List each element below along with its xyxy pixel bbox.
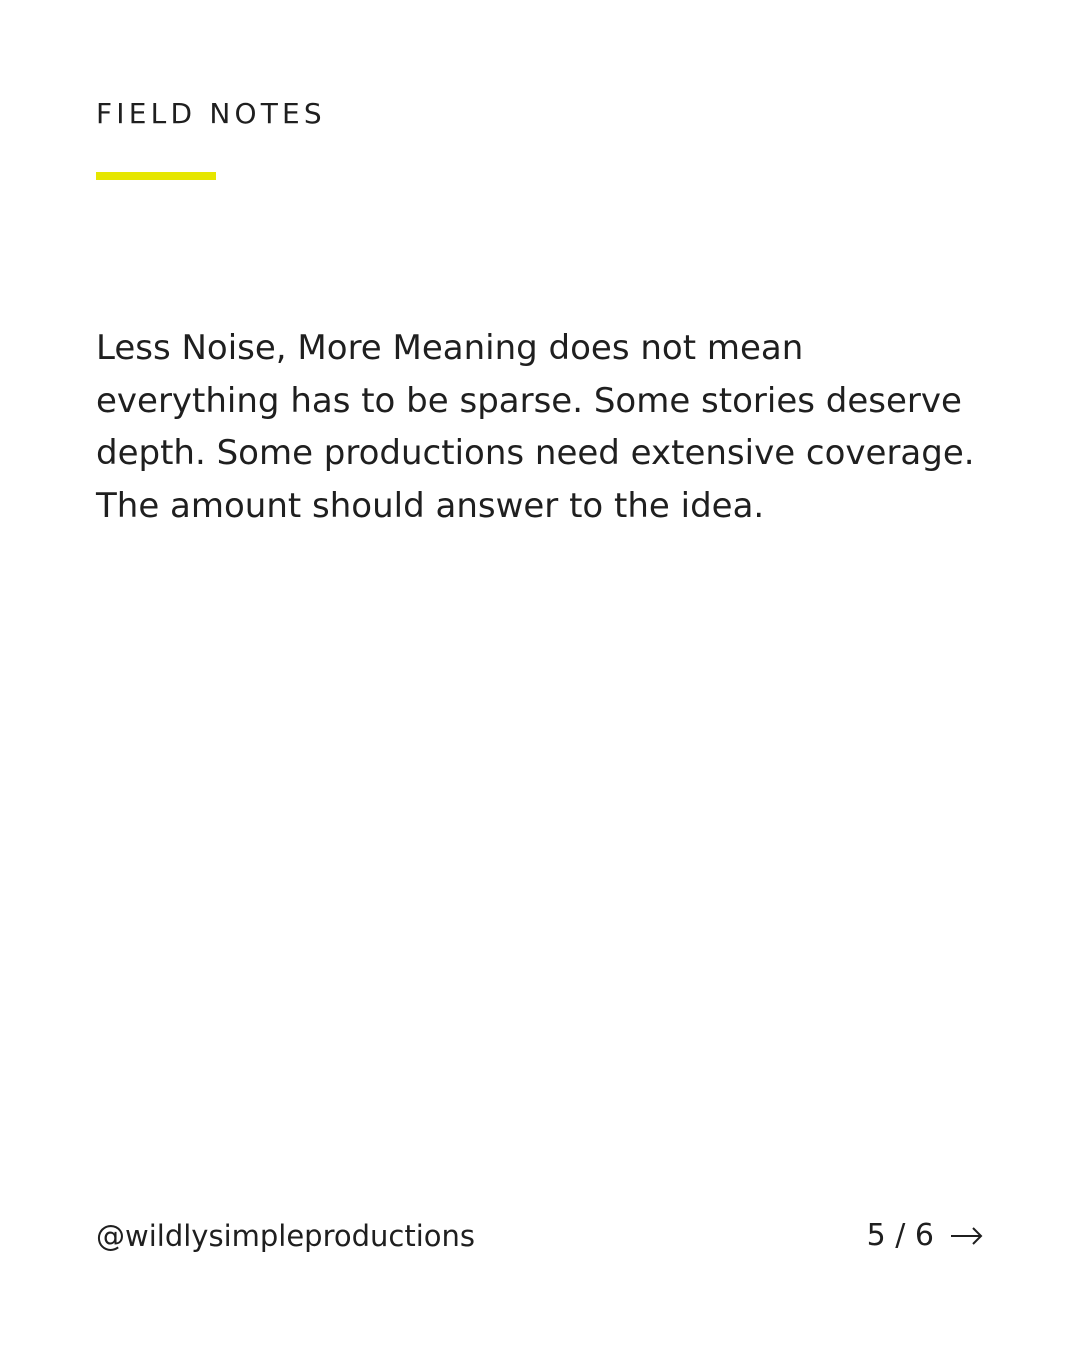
arrow-right-icon[interactable] [950, 1226, 984, 1246]
page-indicator: 5 / 6 [866, 1218, 934, 1253]
slide-pager [867, 1216, 984, 1256]
account-handle: @wildlysimpleproductions [96, 1219, 476, 1253]
section-kicker: FIELD NOTES [96, 97, 326, 130]
body-line: depth. Some productions need extensive coverage. [96, 433, 975, 473]
body-line: The amount should answer to the idea. [96, 485, 765, 526]
body-line: everything has to be sparse. Some stories deserve [96, 380, 962, 421]
body-line: Less Noise, More Meaning does not mean [96, 328, 804, 368]
accent-bar [96, 172, 216, 180]
body-paragraph [96, 322, 996, 532]
